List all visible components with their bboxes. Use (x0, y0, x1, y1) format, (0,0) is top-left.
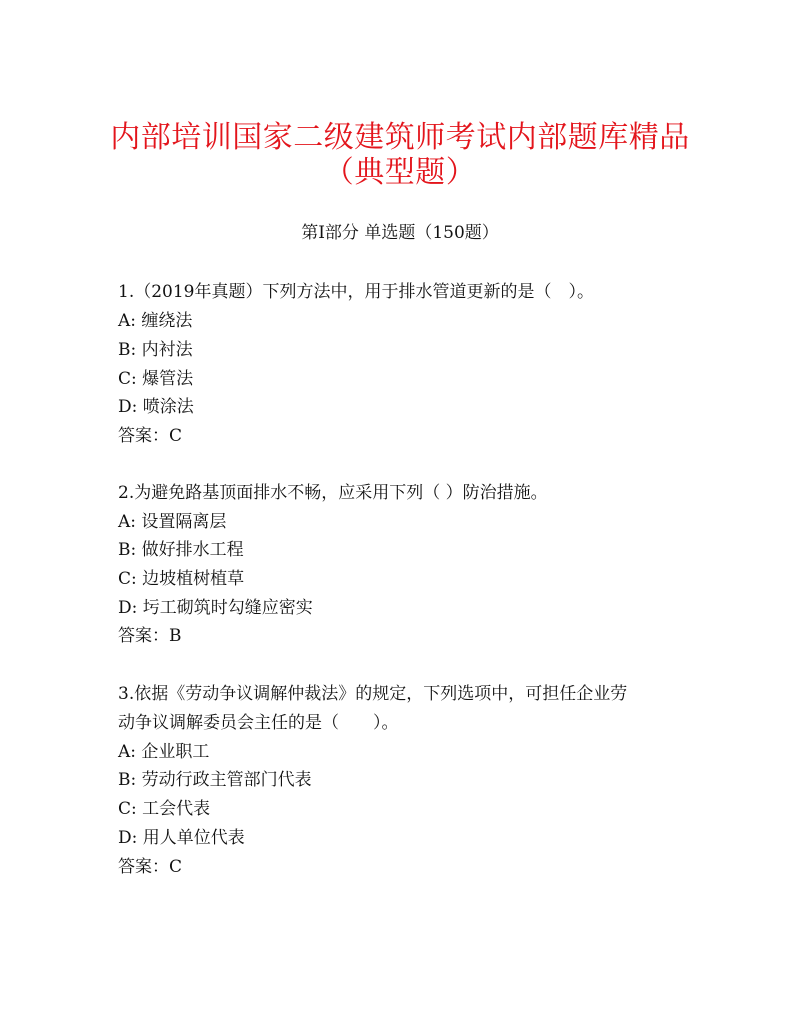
question-1-stem: 1.（2019年真题）下列方法中，用于排水管道更新的是（ ）。 (118, 282, 594, 302)
question-3-answer: 答案：C (118, 857, 183, 877)
question-3-option-a: A: 企业职工 (118, 742, 210, 762)
question-1-option-c: C: 爆管法 (118, 369, 194, 389)
question-2-option-a: A: 设置隔离层 (118, 512, 227, 532)
question-3-option-d: D: 用人单位代表 (118, 828, 245, 848)
question-3-option-c: C: 工会代表 (118, 799, 211, 819)
question-2-option-b: B: 做好排水工程 (118, 540, 244, 560)
question-1-option-a: A: 缠绕法 (118, 311, 193, 331)
document-title-line1: 内部培训国家二级建筑师考试内部题库精品 (110, 120, 690, 155)
question-3-stem-line2: 动争议调解委员会主任的是（ ）。 (118, 713, 399, 733)
question-3-option-b: B: 劳动行政主管部门代表 (118, 770, 312, 790)
question-1-option-d: D: 喷涂法 (118, 397, 194, 417)
question-1-option-b: B: 内衬法 (118, 340, 193, 360)
question-2-option-c: C: 边坡植树植草 (118, 569, 245, 589)
question-2-answer: 答案：B (118, 626, 182, 646)
question-3-stem-line1: 3.依据《劳动争议调解仲裁法》的规定，下列选项中，可担任企业劳 (118, 684, 628, 704)
question-2-option-d: D: 圬工砌筑时勾缝应密实 (118, 598, 313, 618)
section-heading: 第I部分 单选题（150题） (301, 223, 499, 243)
document-title-line2: （典型题） (323, 155, 477, 190)
question-1-answer: 答案：C (118, 426, 183, 446)
question-2-stem: 2.为避免路基顶面排水不畅，应采用下列（ ）防治措施。 (118, 483, 548, 503)
